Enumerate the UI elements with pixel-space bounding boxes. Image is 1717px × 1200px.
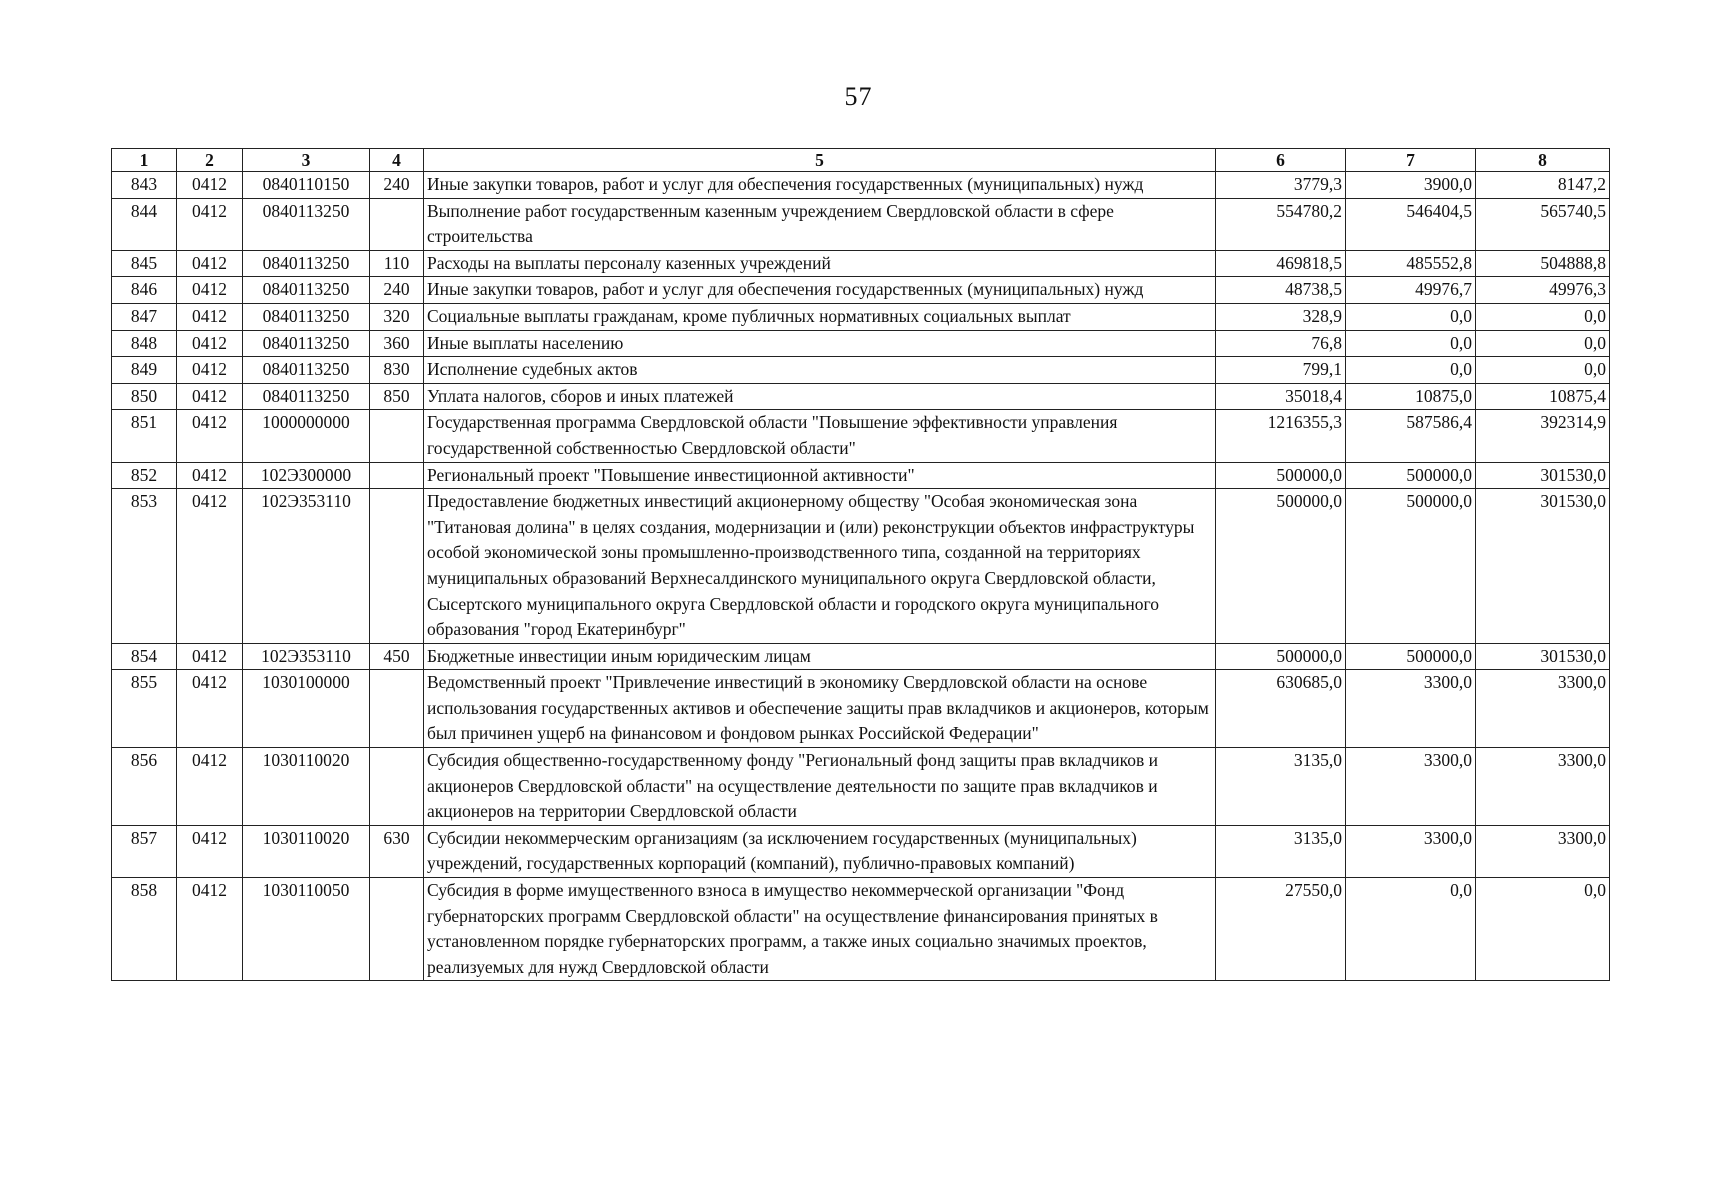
column-header: 1 — [112, 149, 177, 172]
target-article-cell: 1000000000 — [243, 410, 370, 462]
amount-col6-cell: 500000,0 — [1216, 489, 1346, 644]
amount-col7-cell: 3300,0 — [1346, 748, 1476, 826]
amount-col6-cell: 76,8 — [1216, 330, 1346, 357]
amount-col6-cell: 500000,0 — [1216, 462, 1346, 489]
expense-type-cell — [370, 748, 424, 826]
amount-col7-cell: 0,0 — [1346, 303, 1476, 330]
amount-col8-cell: 49976,3 — [1476, 277, 1610, 304]
expense-type-cell — [370, 198, 424, 250]
item-name-cell: Расходы на выплаты персоналу казенных учреждений — [424, 250, 1216, 277]
column-header: 4 — [370, 149, 424, 172]
amount-col7-cell: 546404,5 — [1346, 198, 1476, 250]
row-number-cell: 858 — [112, 878, 177, 981]
expense-type-cell: 450 — [370, 643, 424, 670]
table-row — [112, 410, 1610, 462]
table-row — [112, 303, 1610, 330]
section-code-cell: 0412 — [177, 878, 243, 981]
expense-type-cell — [370, 670, 424, 748]
amount-col6-cell: 35018,4 — [1216, 383, 1346, 410]
amount-col7-cell: 10875,0 — [1346, 383, 1476, 410]
target-article-cell: 1030100000 — [243, 670, 370, 748]
amount-col7-cell: 49976,7 — [1346, 277, 1476, 304]
target-article-cell: 102Э353110 — [243, 489, 370, 644]
row-number-cell: 845 — [112, 250, 177, 277]
table-row — [112, 643, 1610, 670]
item-name-cell: Уплата налогов, сборов и иных платежей — [424, 383, 1216, 410]
table-row — [112, 825, 1610, 877]
section-code-cell: 0412 — [177, 462, 243, 489]
amount-col8-cell: 8147,2 — [1476, 172, 1610, 199]
budget-table — [111, 148, 1610, 981]
item-name-cell: Субсидия в форме имущественного взноса в имущество некоммерческой организации "Фонд губернаторских программ Свердловской области" на осуществление финансирования принятых в установленном порядке губернаторских программ, а также иных социально значимых проектов, реализуемых для нужд Свердловской области — [424, 878, 1216, 981]
expense-type-cell: 630 — [370, 825, 424, 877]
section-code-cell: 0412 — [177, 643, 243, 670]
amount-col8-cell: 3300,0 — [1476, 748, 1610, 826]
amount-col7-cell: 500000,0 — [1346, 489, 1476, 644]
amount-col7-cell: 0,0 — [1346, 357, 1476, 384]
amount-col6-cell: 27550,0 — [1216, 878, 1346, 981]
row-number-cell: 857 — [112, 825, 177, 877]
header-row — [112, 149, 1610, 172]
table-row — [112, 489, 1610, 644]
section-code-cell: 0412 — [177, 303, 243, 330]
table-row — [112, 357, 1610, 384]
amount-col8-cell: 0,0 — [1476, 357, 1610, 384]
table-row — [112, 330, 1610, 357]
expense-type-cell: 240 — [370, 172, 424, 199]
item-name-cell: Иные закупки товаров, работ и услуг для обеспечения государственных (муниципальных) нужд — [424, 277, 1216, 304]
amount-col6-cell: 630685,0 — [1216, 670, 1346, 748]
amount-col8-cell: 3300,0 — [1476, 825, 1610, 877]
table-row — [112, 462, 1610, 489]
section-code-cell: 0412 — [177, 198, 243, 250]
row-number-cell: 856 — [112, 748, 177, 826]
table-row — [112, 670, 1610, 748]
row-number-cell: 851 — [112, 410, 177, 462]
amount-col6-cell: 3135,0 — [1216, 748, 1346, 826]
amount-col7-cell: 500000,0 — [1346, 462, 1476, 489]
amount-col6-cell: 500000,0 — [1216, 643, 1346, 670]
amount-col6-cell: 3135,0 — [1216, 825, 1346, 877]
item-name-cell: Государственная программа Свердловской области "Повышение эффективности управления государственной собственностью Свердловской области" — [424, 410, 1216, 462]
table-row — [112, 250, 1610, 277]
item-name-cell: Ведомственный проект "Привлечение инвестиций в экономику Свердловской области на основе использования государственных активов и обеспечение защиты прав вкладчиков и акционеров, которым был причинен ущерб на финансовом и фондовом рынках Российской Федерации" — [424, 670, 1216, 748]
target-article-cell: 0840113250 — [243, 303, 370, 330]
expense-type-cell: 240 — [370, 277, 424, 304]
section-code-cell: 0412 — [177, 383, 243, 410]
section-code-cell: 0412 — [177, 825, 243, 877]
item-name-cell: Иные закупки товаров, работ и услуг для обеспечения государственных (муниципальных) нужд — [424, 172, 1216, 199]
section-code-cell: 0412 — [177, 330, 243, 357]
expense-type-cell — [370, 462, 424, 489]
section-code-cell: 0412 — [177, 670, 243, 748]
row-number-cell: 847 — [112, 303, 177, 330]
amount-col8-cell: 392314,9 — [1476, 410, 1610, 462]
target-article-cell: 0840113250 — [243, 330, 370, 357]
page-number: 57 — [844, 82, 873, 111]
amount-col8-cell: 301530,0 — [1476, 489, 1610, 644]
target-article-cell: 0840113250 — [243, 383, 370, 410]
target-article-cell: 0840113250 — [243, 357, 370, 384]
row-number-cell: 844 — [112, 198, 177, 250]
amount-col8-cell: 504888,8 — [1476, 250, 1610, 277]
item-name-cell: Региональный проект "Повышение инвестиционной активности" — [424, 462, 1216, 489]
item-name-cell: Выполнение работ государственным казенным учреждением Свердловской области в сфере строительства — [424, 198, 1216, 250]
amount-col8-cell: 0,0 — [1476, 330, 1610, 357]
amount-col8-cell: 565740,5 — [1476, 198, 1610, 250]
item-name-cell: Социальные выплаты гражданам, кроме публичных нормативных социальных выплат — [424, 303, 1216, 330]
table-row — [112, 198, 1610, 250]
amount-col8-cell: 301530,0 — [1476, 643, 1610, 670]
amount-col7-cell: 485552,8 — [1346, 250, 1476, 277]
expense-type-cell: 320 — [370, 303, 424, 330]
expense-type-cell: 360 — [370, 330, 424, 357]
section-code-cell: 0412 — [177, 357, 243, 384]
amount-col6-cell: 799,1 — [1216, 357, 1346, 384]
row-number-cell: 848 — [112, 330, 177, 357]
amount-col7-cell: 3300,0 — [1346, 825, 1476, 877]
section-code-cell: 0412 — [177, 172, 243, 199]
item-name-cell: Предоставление бюджетных инвестиций акционерному обществу "Особая экономическая зона "Титановая долина" в целях создания, модернизации и (или) реконструкции объектов инфраструктуры особой экономической зоны промышленно-производственного типа, созданной на территориях муниципальных образований Верхнесалдинского муниципального округа Свердловской области, Сысертского муниципального округа Свердловской области и городского округа муниципального образования "город Екатеринбург" — [424, 489, 1216, 644]
row-number-cell: 849 — [112, 357, 177, 384]
section-code-cell: 0412 — [177, 250, 243, 277]
section-code-cell: 0412 — [177, 748, 243, 826]
amount-col7-cell: 500000,0 — [1346, 643, 1476, 670]
target-article-cell: 102Э353110 — [243, 643, 370, 670]
expense-type-cell — [370, 489, 424, 644]
table-row — [112, 878, 1610, 981]
amount-col6-cell: 554780,2 — [1216, 198, 1346, 250]
item-name-cell: Субсидия общественно-государственному фонду "Региональный фонд защиты прав вкладчиков и акционеров Свердловской области" на осуществление деятельности по защите прав вкладчиков и акционеров на территории Свердловской области — [424, 748, 1216, 826]
amount-col8-cell: 10875,4 — [1476, 383, 1610, 410]
item-name-cell: Иные выплаты населению — [424, 330, 1216, 357]
column-header: 2 — [177, 149, 243, 172]
section-code-cell: 0412 — [177, 277, 243, 304]
target-article-cell: 0840113250 — [243, 250, 370, 277]
row-number-cell: 854 — [112, 643, 177, 670]
column-header: 5 — [424, 149, 1216, 172]
column-header: 6 — [1216, 149, 1346, 172]
target-article-cell: 102Э300000 — [243, 462, 370, 489]
expense-type-cell: 850 — [370, 383, 424, 410]
table-row — [112, 172, 1610, 199]
amount-col8-cell: 301530,0 — [1476, 462, 1610, 489]
amount-col7-cell: 3900,0 — [1346, 172, 1476, 199]
target-article-cell: 0840110150 — [243, 172, 370, 199]
row-number-cell: 843 — [112, 172, 177, 199]
amount-col8-cell: 3300,0 — [1476, 670, 1610, 748]
amount-col6-cell: 1216355,3 — [1216, 410, 1346, 462]
target-article-cell: 1030110020 — [243, 825, 370, 877]
section-code-cell: 0412 — [177, 489, 243, 644]
table-row — [112, 748, 1610, 826]
amount-col6-cell: 48738,5 — [1216, 277, 1346, 304]
expense-type-cell — [370, 410, 424, 462]
table-row — [112, 277, 1610, 304]
amount-col7-cell: 3300,0 — [1346, 670, 1476, 748]
amount-col7-cell: 0,0 — [1346, 330, 1476, 357]
row-number-cell: 853 — [112, 489, 177, 644]
column-header: 8 — [1476, 149, 1610, 172]
row-number-cell: 855 — [112, 670, 177, 748]
target-article-cell: 1030110050 — [243, 878, 370, 981]
amount-col7-cell: 0,0 — [1346, 878, 1476, 981]
amount-col8-cell: 0,0 — [1476, 878, 1610, 981]
target-article-cell: 0840113250 — [243, 277, 370, 304]
row-number-cell: 850 — [112, 383, 177, 410]
amount-col6-cell: 328,9 — [1216, 303, 1346, 330]
target-article-cell: 0840113250 — [243, 198, 370, 250]
section-code-cell: 0412 — [177, 410, 243, 462]
target-article-cell: 1030110020 — [243, 748, 370, 826]
row-number-cell: 846 — [112, 277, 177, 304]
column-header: 3 — [243, 149, 370, 172]
amount-col6-cell: 469818,5 — [1216, 250, 1346, 277]
expense-type-cell — [370, 878, 424, 981]
expense-type-cell: 110 — [370, 250, 424, 277]
expense-type-cell: 830 — [370, 357, 424, 384]
column-header: 7 — [1346, 149, 1476, 172]
amount-col8-cell: 0,0 — [1476, 303, 1610, 330]
row-number-cell: 852 — [112, 462, 177, 489]
item-name-cell: Исполнение судебных актов — [424, 357, 1216, 384]
amount-col7-cell: 587586,4 — [1346, 410, 1476, 462]
item-name-cell: Субсидии некоммерческим организациям (за исключением государственных (муниципальных) учреждений, государственных корпораций (компаний), публично-правовых компаний) — [424, 825, 1216, 877]
table-row — [112, 383, 1610, 410]
amount-col6-cell: 3779,3 — [1216, 172, 1346, 199]
item-name-cell: Бюджетные инвестиции иным юридическим лицам — [424, 643, 1216, 670]
